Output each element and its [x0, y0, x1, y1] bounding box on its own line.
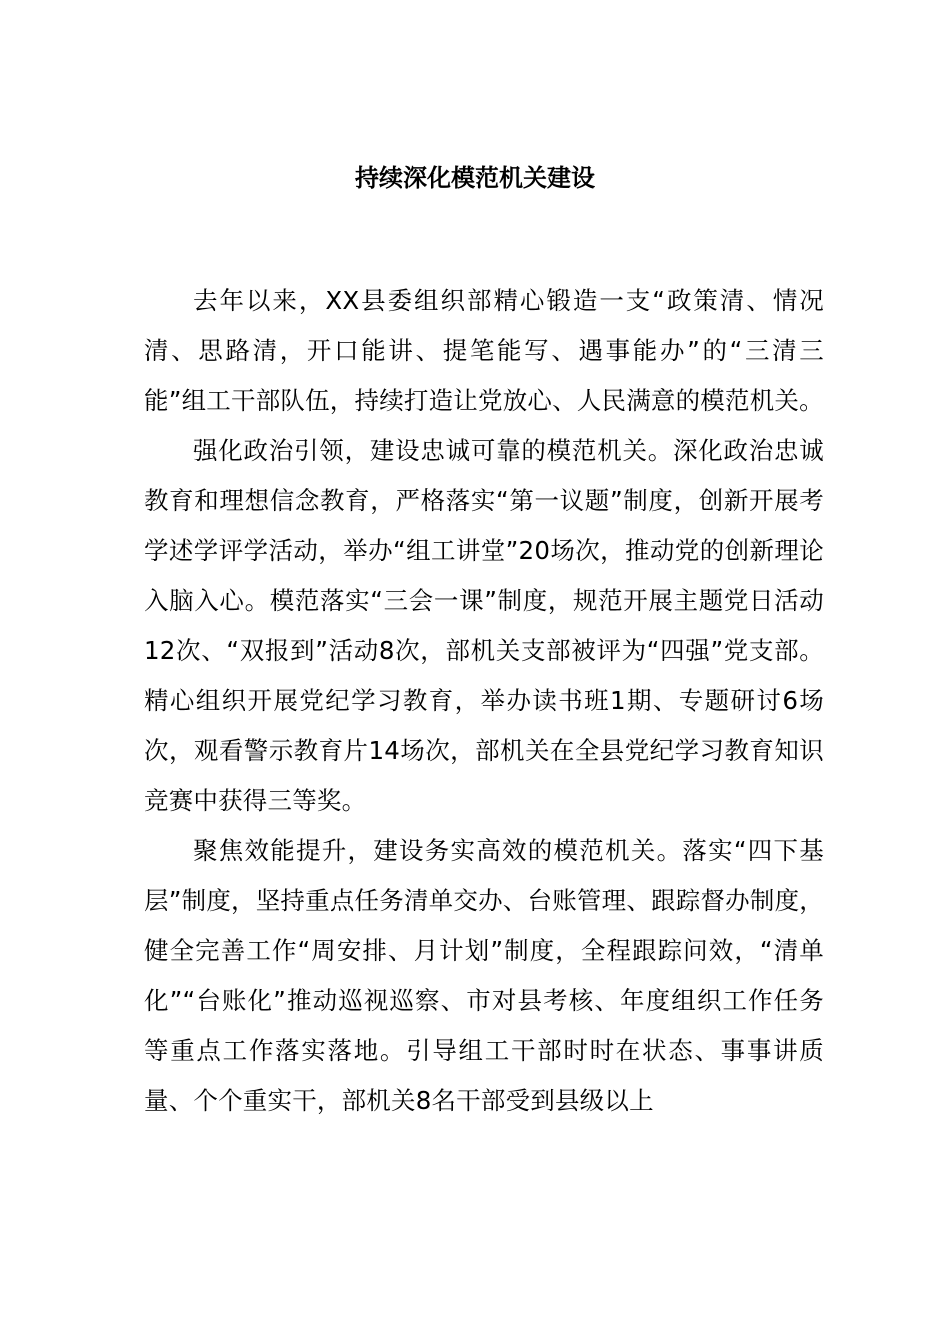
- document-body: [144, 276, 824, 1126]
- paragraph-efficiency: 聚焦效能提升，建设务实高效的模范机关。落实“四下基层”制度，坚持重点任务清单交办、台账管理、跟踪督办制度，健全完善工作“周安排、月计划”制度，全程跟踪问效，“清单化”“台账化”推动巡视巡察、市对县考核、年度组织工作任务等重点工作落实落地。引导组工干部时时在状态、事事讲质量、个个重实干，部机关8名干部受到县级以上: [144, 836, 824, 1115]
- paragraph-political-leadership: 强化政治引领，建设忠诚可靠的模范机关。深化政治忠诚教育和理想信念教育，严格落实“第一议题”制度，创新开展考学述学评学活动，举办“组工讲堂”20场次，推动党的创新理论入脑入心。模范落实“三会一课”制度，规范开展主题党日活动12次、“双报到”活动8次，部机关支部被评为“四强”党支部。精心组织开展党纪学习教育，举办读书班1期、专题研讨6场次，观看警示教育片14场次，部机关在全县党纪学习教育知识竞赛中获得三等奖。: [144, 436, 824, 815]
- document-title: 持续深化模范机关建设: [355, 164, 595, 192]
- paragraph-intro: 去年以来，XX县委组织部精心锻造一支“政策清、情况清、思路清，开口能讲、提笔能写、遇事能办”的“三清三能”组工干部队伍，持续打造让党放心、人民满意的模范机关。: [144, 286, 824, 415]
